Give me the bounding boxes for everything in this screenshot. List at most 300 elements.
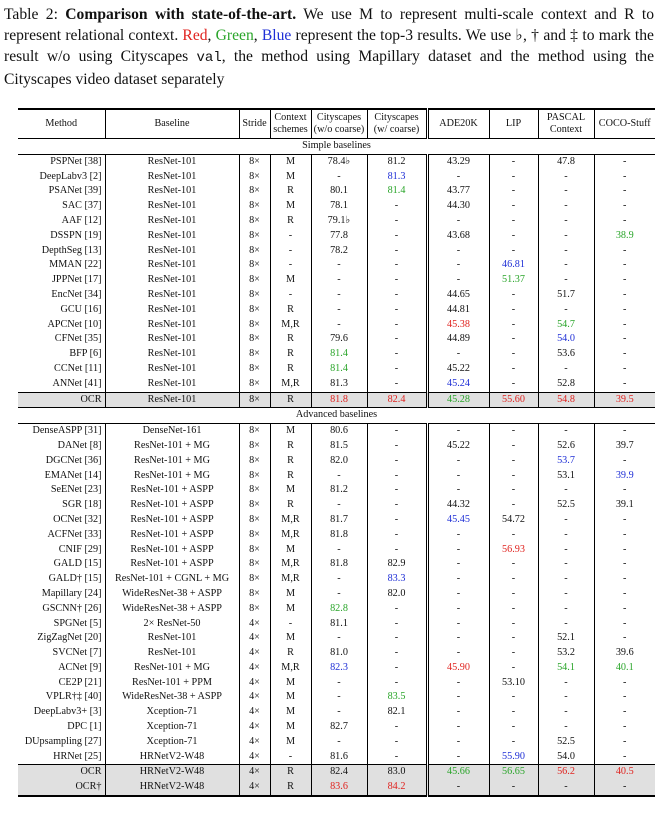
baseline-cell: ResNet-101 [105,631,239,646]
value-cell: - [367,528,427,543]
value-cell: 8× [239,392,270,408]
caption-blue: Blue [261,27,292,44]
value-cell: - [489,705,538,720]
value-cell: R [270,469,311,484]
value-cell: - [427,750,489,765]
value-cell: 8× [239,288,270,303]
value-cell: - [538,720,594,735]
value-cell: 8× [239,303,270,318]
method-cell: GALD [15] [53,558,102,570]
table-row [18,735,655,750]
value-cell: - [489,483,538,498]
value-cell: - [427,244,489,259]
value-cell: 83.3 [367,572,427,587]
value-cell: - [594,170,655,185]
value-cell: - [367,661,427,676]
table-row [18,439,655,454]
value-cell: 81.8 [311,528,367,543]
value-cell: - [367,676,427,691]
comparison-table [18,108,655,797]
value-cell: - [367,199,427,214]
value-cell: 54.0 [538,750,594,765]
value-cell: 8× [239,229,270,244]
value-cell: - [594,631,655,646]
baseline-cell: HRNetV2-W48 [105,750,239,765]
value-cell: 8× [239,498,270,513]
value-cell: 45.24 [427,377,489,392]
value-cell: 8× [239,184,270,199]
value-cell: 56.2 [538,765,594,780]
value-cell: - [489,184,538,199]
value-cell: 78.4♭ [311,154,367,169]
baseline-cell: ResNet-101 + MG [105,454,239,469]
value-cell: - [489,214,538,229]
value-cell: M,R [270,572,311,587]
table-row [18,170,655,185]
value-cell: 4× [239,720,270,735]
value-cell: - [311,469,367,484]
baseline-cell: ResNet-101 [105,318,239,333]
table-row [18,347,655,362]
baseline-cell: ResNet-101 [105,273,239,288]
value-cell: 44.65 [427,288,489,303]
value-cell: 81.2 [367,154,427,169]
value-cell: 8× [239,424,270,439]
value-cell: - [594,750,655,765]
header-cell: Baseline [105,109,239,139]
header-cell: Stride [239,109,270,139]
value-cell: - [489,646,538,661]
value-cell: 82.0 [367,587,427,602]
value-cell: - [427,572,489,587]
value-cell: R [270,347,311,362]
value-cell: 39.9 [594,469,655,484]
value-cell: - [594,454,655,469]
value-cell: R [270,214,311,229]
value-cell: R [270,303,311,318]
method-cell: GALD† [15] [48,573,102,585]
method-cell: SVCNet [7] [52,647,102,659]
value-cell: - [594,735,655,750]
value-cell: 54.72 [489,513,538,528]
value-cell: 81.4 [311,362,367,377]
value-cell: - [427,720,489,735]
value-cell: - [538,214,594,229]
value-cell: - [594,780,655,796]
baseline-cell: ResNet-101 [105,170,239,185]
table-row [18,303,655,318]
value-cell: 4× [239,705,270,720]
value-cell: - [427,543,489,558]
value-cell: - [367,318,427,333]
value-cell: 8× [239,214,270,229]
value-cell: - [538,543,594,558]
value-cell: 53.10 [489,676,538,691]
baseline-cell: ResNet-101 [105,362,239,377]
value-cell: - [594,347,655,362]
value-cell: 39.5 [594,392,655,408]
value-cell: - [594,720,655,735]
value-cell: - [538,303,594,318]
value-cell: 81.8 [311,557,367,572]
value-cell: - [427,557,489,572]
value-cell: - [538,424,594,439]
value-cell: - [427,587,489,602]
value-cell: - [594,273,655,288]
value-cell: 4× [239,765,270,780]
value-cell: - [538,483,594,498]
value-cell: - [538,244,594,259]
value-cell: 4× [239,676,270,691]
value-cell: - [367,646,427,661]
method-cell: DANet [8] [57,439,102,451]
value-cell: 52.5 [538,735,594,750]
value-cell: - [311,498,367,513]
baseline-cell: ResNet-101 + CGNL + MG [105,572,239,587]
table-row [18,705,655,720]
value-cell: 54.8 [538,392,594,408]
value-cell: - [594,362,655,377]
baseline-cell: ResNet-101 + MG [105,439,239,454]
value-cell: - [489,332,538,347]
table-row [18,454,655,469]
header-cell: PASCAL Context [538,109,594,139]
value-cell: - [367,735,427,750]
method-cell: DeepLabv3+ [3] [33,706,102,718]
value-cell: - [311,288,367,303]
value-cell: 4× [239,661,270,676]
table-row [18,498,655,513]
value-cell: 40.1 [594,661,655,676]
value-cell: - [367,631,427,646]
value-cell: - [538,676,594,691]
value-cell: - [427,424,489,439]
baseline-cell: ResNet-101 + ASPP [105,557,239,572]
value-cell: - [538,587,594,602]
method-cell: CCNet [11] [54,362,102,374]
value-cell: - [594,184,655,199]
value-cell: 56.93 [489,543,538,558]
value-cell: M [270,424,311,439]
value-cell: - [594,288,655,303]
value-cell: - [538,780,594,796]
value-cell: M [270,543,311,558]
value-cell: 53.7 [538,454,594,469]
table-row [18,780,655,796]
baseline-cell: ResNet-101 [105,199,239,214]
caption-part2: represent the top-3 results. We use ♭, † and ‡ to mark the result w/o using Cityscapes [4,27,654,65]
table-row [18,572,655,587]
table-row [18,244,655,259]
method-cell: SeENet [23] [50,484,102,496]
value-cell: - [367,750,427,765]
value-cell: - [367,469,427,484]
value-cell: - [427,631,489,646]
value-cell: 8× [239,170,270,185]
value-cell: - [367,543,427,558]
value-cell: 80.1 [311,184,367,199]
value-cell: 81.3 [311,377,367,392]
value-cell: 39.1 [594,498,655,513]
value-cell: 45.38 [427,318,489,333]
value-cell: 82.1 [367,705,427,720]
value-cell: R [270,392,311,408]
value-cell: - [367,347,427,362]
value-cell: 77.8 [311,229,367,244]
value-cell: R [270,498,311,513]
value-cell: - [367,439,427,454]
value-cell: 81.6 [311,750,367,765]
baseline-cell: WideResNet-38 + ASPP [105,690,239,705]
value-cell: - [594,587,655,602]
value-cell: - [489,154,538,169]
value-cell: 83.6 [311,780,367,796]
value-cell: - [594,617,655,632]
value-cell: 47.8 [538,154,594,169]
value-cell: 8× [239,439,270,454]
table-row [18,392,655,408]
value-cell: 40.5 [594,765,655,780]
table-row [18,513,655,528]
value-cell: 4× [239,631,270,646]
value-cell: M [270,631,311,646]
value-cell: 81.7 [311,513,367,528]
value-cell: - [594,690,655,705]
value-cell: M [270,154,311,169]
value-cell: M [270,735,311,750]
method-cell: ANNet [41] [52,377,102,389]
method-cell: SGR [18] [62,499,102,511]
value-cell: 53.6 [538,347,594,362]
table-row [18,214,655,229]
table-caption [4,4,654,90]
value-cell: - [489,347,538,362]
method-cell: OCR [18,765,105,780]
value-cell: 45.22 [427,439,489,454]
value-cell: 8× [239,572,270,587]
baseline-cell: ResNet-101 [105,214,239,229]
method-cell: CFNet [35] [54,333,102,345]
value-cell: - [594,199,655,214]
value-cell: - [489,244,538,259]
baseline-cell: ResNet-101 [105,184,239,199]
table-row [18,288,655,303]
header-cell: COCO-Stuff [594,109,655,139]
value-cell: - [538,273,594,288]
value-cell: 81.2 [311,483,367,498]
value-cell: - [427,705,489,720]
value-cell: - [489,318,538,333]
value-cell: - [367,720,427,735]
value-cell: - [427,690,489,705]
value-cell: - [311,631,367,646]
value-cell: M [270,602,311,617]
value-cell: M [270,170,311,185]
value-cell: - [311,170,367,185]
value-cell: 54.1 [538,661,594,676]
value-cell: 45.22 [427,362,489,377]
value-cell: - [489,170,538,185]
value-cell: M [270,587,311,602]
value-cell: - [489,720,538,735]
value-cell: - [311,690,367,705]
value-cell: 8× [239,543,270,558]
value-cell: - [427,617,489,632]
method-cell: EMANet [14] [44,469,102,481]
value-cell: - [270,750,311,765]
value-cell: - [427,214,489,229]
value-cell: - [594,513,655,528]
value-cell: M,R [270,318,311,333]
value-cell: M [270,483,311,498]
value-cell: 78.1 [311,199,367,214]
table-row [18,258,655,273]
value-cell: 82.0 [311,454,367,469]
baseline-cell: ResNet-101 + ASPP [105,528,239,543]
table-row [18,377,655,392]
value-cell: - [367,362,427,377]
value-cell: - [270,617,311,632]
caption-part1: We use M to represent multi-scale context and R to represent relational context. [4,6,654,44]
value-cell: 4× [239,617,270,632]
method-cell: AAF [12] [61,214,102,226]
table-row [18,587,655,602]
method-cell: SAC [37] [62,200,102,212]
method-cell: Mapillary [24] [41,587,102,599]
value-cell: 45.45 [427,513,489,528]
header-cell: Cityscapes (w/o coarse) [311,109,367,139]
value-cell: - [367,258,427,273]
table-row [18,528,655,543]
value-cell: - [489,631,538,646]
table-row [18,617,655,632]
value-cell: - [270,244,311,259]
value-cell: 82.8 [311,602,367,617]
method-cell: ZigZagNet [20] [37,632,102,644]
value-cell: M,R [270,661,311,676]
method-cell: EncNet [34] [51,288,102,300]
value-cell: 8× [239,347,270,362]
value-cell: - [489,199,538,214]
baseline-cell: HRNetV2-W48 [105,780,239,796]
caption-label: Table 2: [4,6,58,23]
value-cell: 83.5 [367,690,427,705]
value-cell: 8× [239,258,270,273]
value-cell: - [594,424,655,439]
value-cell: - [427,602,489,617]
value-cell: 8× [239,469,270,484]
value-cell: 80.6 [311,424,367,439]
value-cell: - [367,303,427,318]
value-cell: 81.0 [311,646,367,661]
value-cell: 53.2 [538,646,594,661]
value-cell: - [594,483,655,498]
value-cell: - [427,258,489,273]
baseline-cell: ResNet-101 [105,229,239,244]
value-cell: - [311,705,367,720]
value-cell: - [489,661,538,676]
value-cell: R [270,332,311,347]
value-cell: - [270,258,311,273]
value-cell: 8× [239,318,270,333]
baseline-cell: ResNet-101 + MG [105,469,239,484]
section-header-row [18,139,655,155]
value-cell: - [311,258,367,273]
value-cell: M,R [270,528,311,543]
table-row [18,661,655,676]
value-cell: 44.89 [427,332,489,347]
baseline-cell: DenseNet-161 [105,424,239,439]
baseline-cell: ResNet-101 [105,646,239,661]
method-cell: DenseASPP [31] [32,425,102,437]
method-cell: DepthSeg [13] [41,244,102,256]
method-cell: PSANet [39] [48,185,102,197]
table-body [18,139,655,797]
value-cell: 8× [239,244,270,259]
value-cell: - [270,229,311,244]
value-cell: 79.6 [311,332,367,347]
method-cell: CE2P [21] [58,676,102,688]
baseline-cell: ResNet-101 + ASPP [105,513,239,528]
method-cell: VPLR†‡ [40] [45,691,102,703]
baseline-cell: ResNet-101 [105,258,239,273]
caption-red: Red [182,27,208,44]
table-row [18,424,655,439]
method-cell: ACFNet [33] [47,528,102,540]
caption-sep2: , [253,27,258,44]
baseline-cell: ResNet-101 [105,347,239,362]
section-title: Advanced baselines [18,408,655,424]
header-cell: Context schemes [270,109,311,139]
table-row [18,765,655,780]
value-cell: - [538,557,594,572]
section-title: Simple baselines [18,139,655,155]
baseline-cell: Xception-71 [105,720,239,735]
baseline-cell: ResNet-101 [105,392,239,408]
value-cell: - [489,362,538,377]
value-cell: M [270,720,311,735]
value-cell: 4× [239,750,270,765]
value-cell: - [538,602,594,617]
table-row [18,602,655,617]
value-cell: - [367,288,427,303]
value-cell: - [594,214,655,229]
value-cell: M,R [270,377,311,392]
table-row [18,483,655,498]
value-cell: M,R [270,513,311,528]
value-cell: - [427,735,489,750]
value-cell: - [427,454,489,469]
baseline-cell: ResNet-101 [105,244,239,259]
value-cell: - [367,214,427,229]
value-cell: 4× [239,646,270,661]
value-cell: - [489,572,538,587]
value-cell: R [270,184,311,199]
method-cell: DUpsampling [27] [24,735,102,747]
value-cell: - [594,318,655,333]
value-cell: - [594,332,655,347]
value-cell: - [427,676,489,691]
value-cell: M [270,690,311,705]
value-cell: - [489,602,538,617]
value-cell: - [311,676,367,691]
value-cell: - [311,273,367,288]
value-cell: - [594,602,655,617]
value-cell: - [489,587,538,602]
value-cell: - [489,557,538,572]
value-cell: 55.90 [489,750,538,765]
value-cell: - [594,543,655,558]
